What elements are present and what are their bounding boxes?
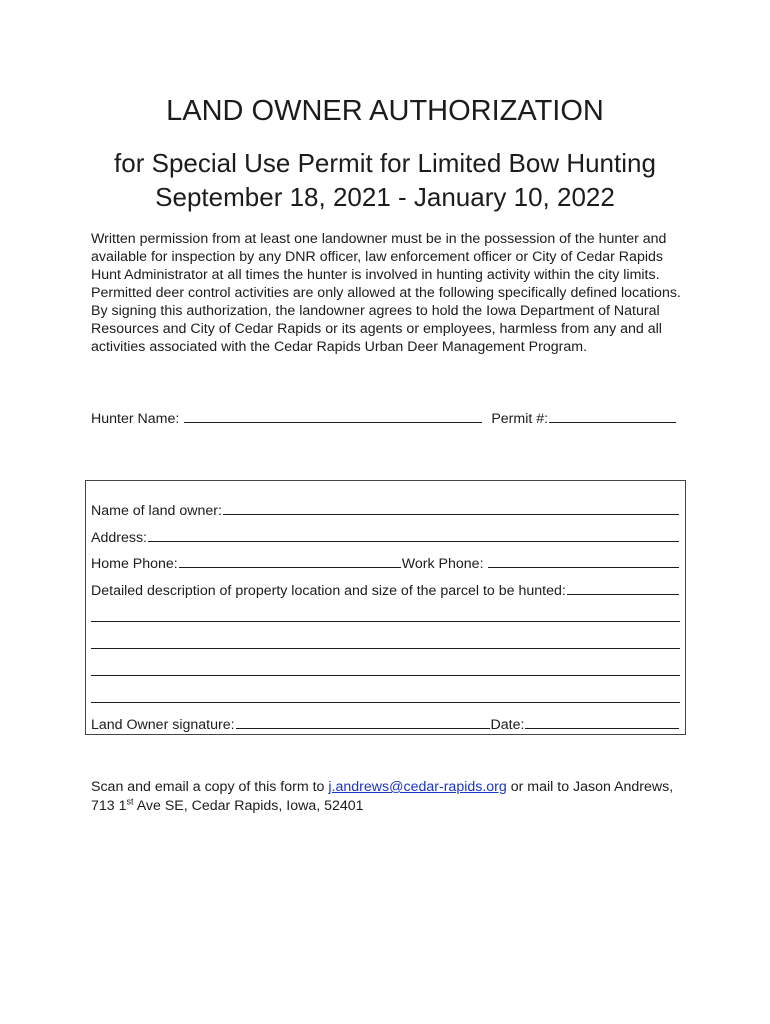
subtitle-dates: September 18, 2021 - January 10, 2022 <box>155 182 615 212</box>
description-row <box>91 579 680 599</box>
date-field[interactable] <box>525 713 679 729</box>
description-line-1[interactable] <box>91 621 680 622</box>
owner-name-row <box>91 499 680 519</box>
description-line-3[interactable] <box>91 675 680 676</box>
submission-instructions <box>91 778 691 816</box>
subtitle-permit: for Special Use Permit for Limited Bow Hunting <box>114 148 656 178</box>
footer-prefix: Scan and email a copy of this form to <box>91 779 329 795</box>
intro-paragraph: Written permission from at least one landowner must be in the possession of the hunter and available for inspection by any DNR officer, law enforcement officer or City of Cedar Rapids Hunt Administrator at all times the hunter is involved in hunting activity within the city limits. Permitted deer control activities are only allowed at the following specifically defined locations. By signing this authorization, the landowner agrees to hold the Iowa Department of Natural Resources and City of Cedar Rapids or its agents or employees, harmless from any and all activities associated with the Cedar Rapids Urban Deer Management Program. <box>91 231 681 355</box>
hunter-name-field[interactable] <box>184 407 482 423</box>
description-line-2[interactable] <box>91 648 680 649</box>
description-field[interactable] <box>567 579 679 595</box>
footer-suffix: Ave SE, Cedar Rapids, Iowa, 52401 <box>133 798 364 814</box>
date-label: Date: <box>490 717 525 733</box>
address-row <box>91 526 680 546</box>
home-phone-field[interactable] <box>179 552 401 568</box>
hunter-row <box>91 407 677 427</box>
permit-label: Permit #: <box>491 411 549 427</box>
address-field[interactable] <box>148 526 679 542</box>
description-label: Detailed description of property location and size of the parcel to be hunted: <box>91 583 566 599</box>
work-phone-label: Work Phone: <box>401 556 484 572</box>
phone-row <box>91 552 680 572</box>
home-phone-label: Home Phone: <box>91 556 178 572</box>
permit-number-field[interactable] <box>549 407 676 423</box>
footer-superscript: st <box>126 796 134 807</box>
owner-name-label: Name of land owner: <box>91 503 222 519</box>
work-phone-field[interactable] <box>488 552 679 568</box>
signature-row <box>91 713 680 733</box>
footer-middle: or mail to Jason Andrews, 713 1 <box>91 779 674 814</box>
email-link[interactable]: j.andrews@cedar-rapids.org <box>328 779 507 795</box>
description-line-4[interactable] <box>91 702 680 703</box>
address-label: Address: <box>91 530 147 546</box>
signature-field[interactable] <box>236 713 490 729</box>
page-title: LAND OWNER AUTHORIZATION <box>166 95 604 127</box>
signature-label: Land Owner signature: <box>91 717 235 733</box>
owner-name-field[interactable] <box>223 499 679 515</box>
page-subtitle <box>0 146 770 214</box>
hunter-name-label: Hunter Name: <box>91 411 180 427</box>
